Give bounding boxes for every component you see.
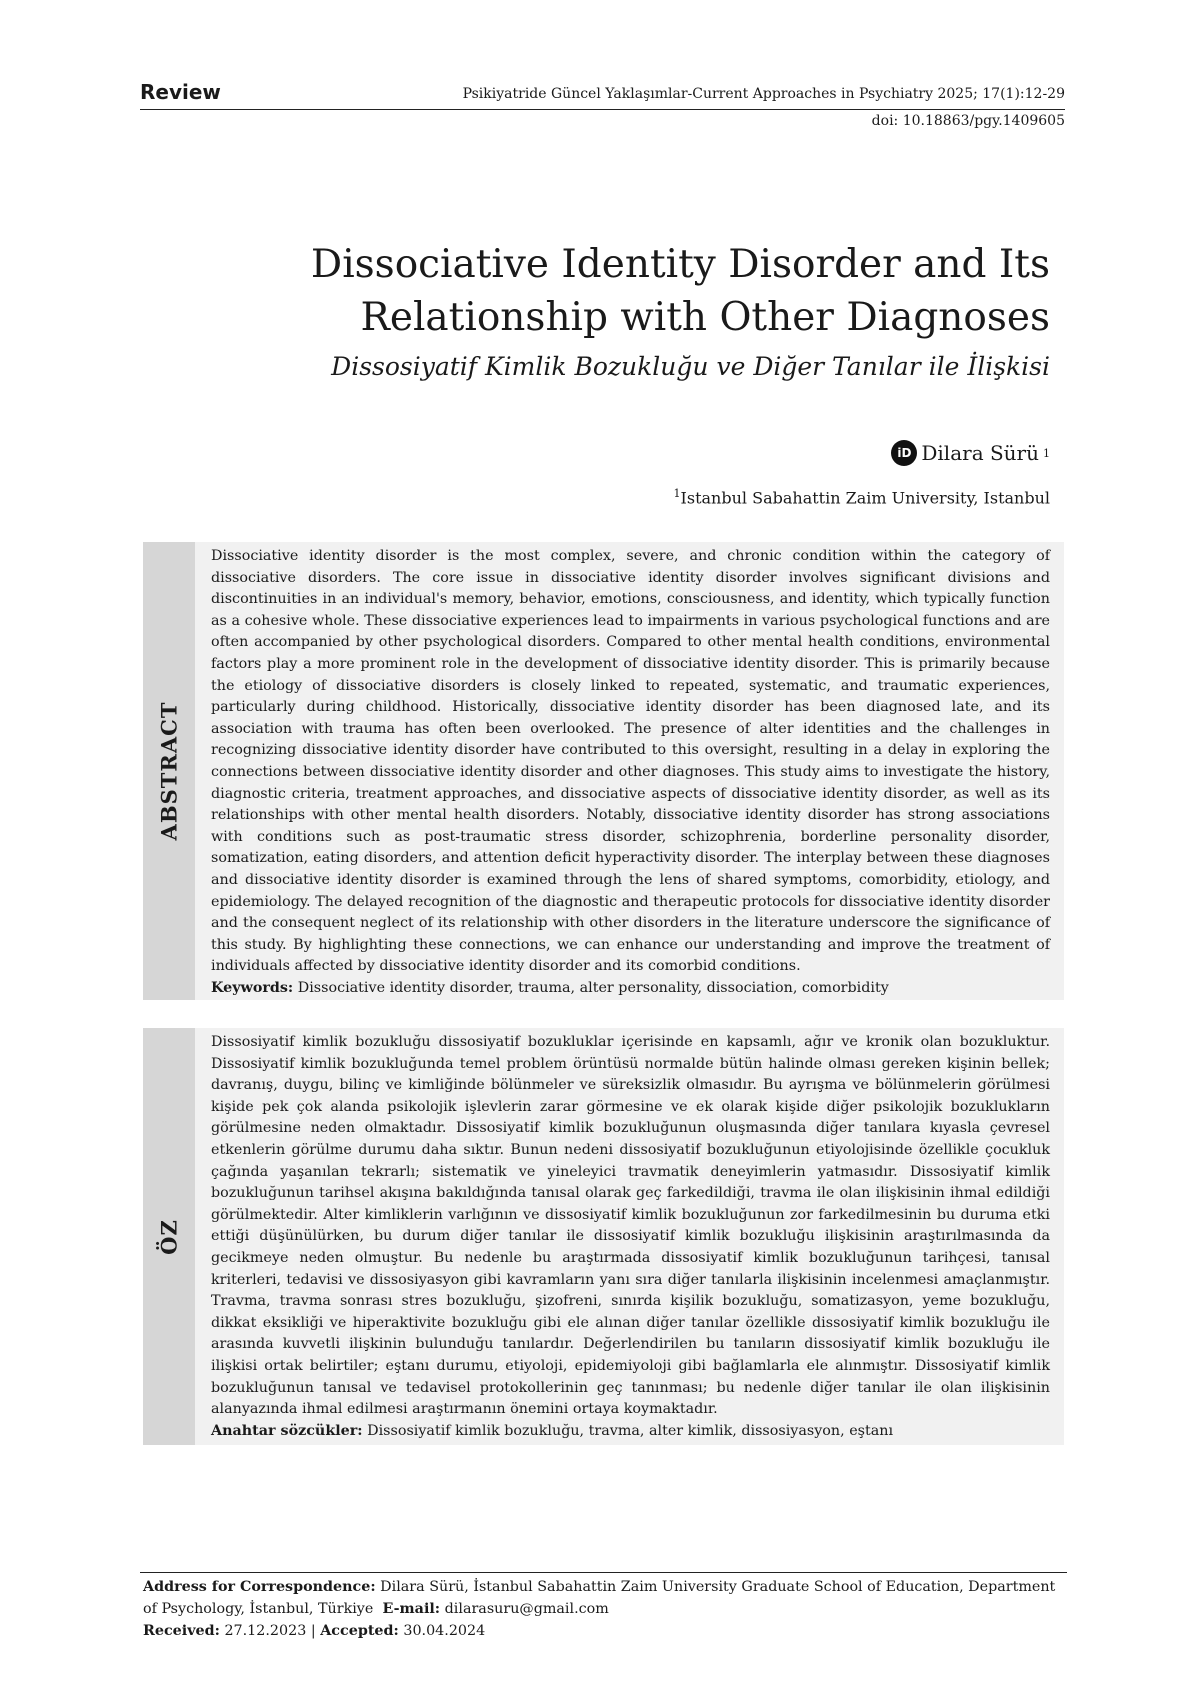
- header-divider: [140, 109, 1065, 110]
- accepted-label: Accepted:: [320, 1623, 399, 1639]
- oz-box: [143, 1028, 1064, 1445]
- oz-label: ÖZ: [156, 1218, 182, 1255]
- keywords-label: Keywords:: [211, 979, 294, 996]
- abstract-label: ABSTRACT: [156, 701, 182, 841]
- received-date: 27.12.2023: [224, 1623, 307, 1639]
- correspondence-line: [143, 1576, 1067, 1620]
- affiliation-sup: 1: [673, 487, 681, 500]
- oz-side-panel: [143, 1028, 195, 1445]
- article-subtitle: Dissosiyatif Kimlik Bozukluğu ve Diğer Tanılar ile İlişkisi: [331, 352, 1050, 381]
- affiliation-text: Istanbul Sabahattin Zaim University, Istanbul: [680, 488, 1050, 508]
- dates-line: [143, 1620, 1067, 1642]
- doi-text[interactable]: doi: 10.18863/pgy.1409605: [871, 113, 1065, 129]
- author-line: [891, 440, 1050, 466]
- orcid-icon[interactable]: iD: [891, 440, 917, 466]
- anahtar-label: Anahtar sözcükler:: [211, 1422, 363, 1439]
- abstract-side-panel: [143, 542, 195, 1000]
- author-sup: 1: [1043, 446, 1050, 460]
- keywords-text: Dissociative identity disorder, trauma, alter personality, dissociation, comorbidity: [297, 979, 889, 996]
- article-title: [150, 238, 1050, 344]
- address-label: Address for Correspondence:: [143, 1579, 376, 1595]
- abstract-box: [143, 542, 1064, 1000]
- email-link[interactable]: dilarasuru@gmail.com: [444, 1601, 609, 1617]
- journal-citation: Psikiyatride Güncel Yaklaşımlar-Current Approaches in Psychiatry 2025; 17(1):12-29: [462, 86, 1065, 102]
- oz-keywords: [211, 1421, 1050, 1443]
- article-type-label: Review: [140, 80, 221, 104]
- correspondence-footer: [143, 1576, 1067, 1642]
- abstract-keywords: [211, 978, 1050, 1000]
- anahtar-text: Dissosiyatif kimlik bozukluğu, travma, alter kimlik, dissosiyasyon, eştanı: [367, 1422, 894, 1439]
- author-name: Dilara Sürü: [921, 441, 1039, 465]
- received-label: Received:: [143, 1623, 220, 1639]
- abstract-body: [211, 546, 1050, 999]
- title-line-2: Relationship with Other Diagnoses: [360, 295, 1050, 340]
- author-affiliation: [674, 487, 1050, 507]
- oz-text: Dissosiyatif kimlik bozukluğu dissosiyatif bozukluklar içerisinde en kapsamlı, ağır ve kronik olan bozukluktur. Dissosiyatif kimlik bozukluğunda temel problem örüntüsü normalde bütün halinde olması gereken kişinin bellek; davranış, duygu, bilinç ve kimliğinde bölünmeler ve süreksizlik olmasıdır. Bu ayrışma ve bölünmelerin görülmesi kişide pek çok alanda psikolojik işlevlerin zarar görmesine ve ek olarak kişide diğer psikolojik bozuklukların görülmesine neden olmaktadır. Dissosiyatif kimlik bozukluğunun oluşmasında diğer tanılara kıyasla çevresel etkenlerin görülme durumu daha sıktır. Bunun nedeni dissosiyatif bozukluğunun etiyolojisinde özellikle çocukluk çağında yaşanılan tekrarlı; sistematik ve yineleyici travmatik deneyimlerin yatmasıdır. Dissosiyatif kimlik bozukluğunun tarihsel akışına bakıldığında tanısal olarak geç farkedildiği, travma ile olan ilişkisinin ihmal edildiği görülmektedir. Alter kimliklerin varlığının ve dissosiyatif kimlik bozukluğunun zor farkedilmesinin bu duruma etki ettiği düşünülürken, bu durum diğer tanılar ile dissosiyatif kimlik bozukluğu ilişkisinin araştırılmasında da gecikmeye neden olmuştur. Bu nedenle bu araştırmada dissosiyatif kimlik bozukluğunun tarihçesi, tanısal kriterleri, tedavisi ve dissosiyasyon gibi kavramların yanı sıra diğer tanılarla ilişkisinin incelenmesi amaçlanmıştır. Travma, travma sonrası stres bozukluğu, şizofreni, sınırda kişilik bozukluğu, somatizasyon, yeme bozukluğu, dikkat eksikliği ve hiperaktivite bozukluğu gibi ele alınan diğer tanılar özellikle dissosiyatif kimlik bozukluğu ile arasında kuvvetli ilişkinin bulunduğu tanılardır. Değerlendirilen bu tanıların dissosiyatif kimlik bozukluğu ile ilişkisi ortak belirtiler; eştanı durumu, etiyoloji, epidemiyoloji gibi bağlamlarla ele alınmıştır. Dissosiyatif kimlik bozukluğunun tanısal ve tedavisel protokollerinin geç tanınması; bu nedenle diğer tanılar ile olan ilişkisinin alanyazında ihmal edilmesi araştırmanın önemini ortaya koymaktadır.: [211, 1034, 1050, 1418]
- title-line-1: Dissociative Identity Disorder and Its: [310, 242, 1050, 287]
- date-separator: |: [310, 1623, 316, 1639]
- address-text: Dilara Sürü, İstanbul Sabahattin Zaim University Graduate School of Education, Department of Psychology, İstanbul, Türkiye: [143, 1579, 1056, 1617]
- accepted-date: 30.04.2024: [403, 1623, 486, 1639]
- footer-divider: [140, 1572, 1067, 1573]
- oz-body: [211, 1032, 1050, 1442]
- email-label: E-mail:: [382, 1601, 441, 1617]
- abstract-text: Dissociative identity disorder is the most complex, severe, and chronic condition within the category of dissociative disorders. The core issue in dissociative identity disorder involves significant divisions and discontinuities in an individual's memory, behavior, emotions, consciousness, and identity, which typically function as a cohesive whole. These dissociative experiences lead to impairments in various psychological functions and are often accompanied by other psychological disorders. Compared to other mental health conditions, environmental factors play a more prominent role in the development of dissociative identity disorder. This is primarily because the etiology of dissociative disorders is closely linked to repeated, systematic, and traumatic experiences, particularly during childhood. Historically, dissociative identity disorder has been diagnosed late, and its association with trauma has often been overlooked. The presence of alter identities and the challenges in recognizing dissociative identity disorder have contributed to this oversight, resulting in a delay in exploring the connections between dissociative identity disorder and other diagnoses. This study aims to investigate the history, diagnostic criteria, treatment approaches, and dissociative aspects of dissociative identity disorder, as well as its relationships with other mental health disorders. Notably, dissociative identity disorder has strong associations with conditions such as post-traumatic stress disorder, schizophrenia, borderline personality disorder, somatization, eating disorders, and attention deficit hyperactivity disorder. The interplay between these diagnoses and dissociative identity disorder is examined through the lens of shared symptoms, comorbidity, etiology, and epidemiology. The delayed recognition of the diagnostic and therapeutic protocols for dissociative identity disorder and the consequent neglect of its relationship with other disorders in the literature underscore the significance of this study. By highlighting these connections, we can enhance our understanding and improve the treatment of individuals affected by dissociative identity disorder and its comorbid conditions.: [211, 548, 1050, 975]
